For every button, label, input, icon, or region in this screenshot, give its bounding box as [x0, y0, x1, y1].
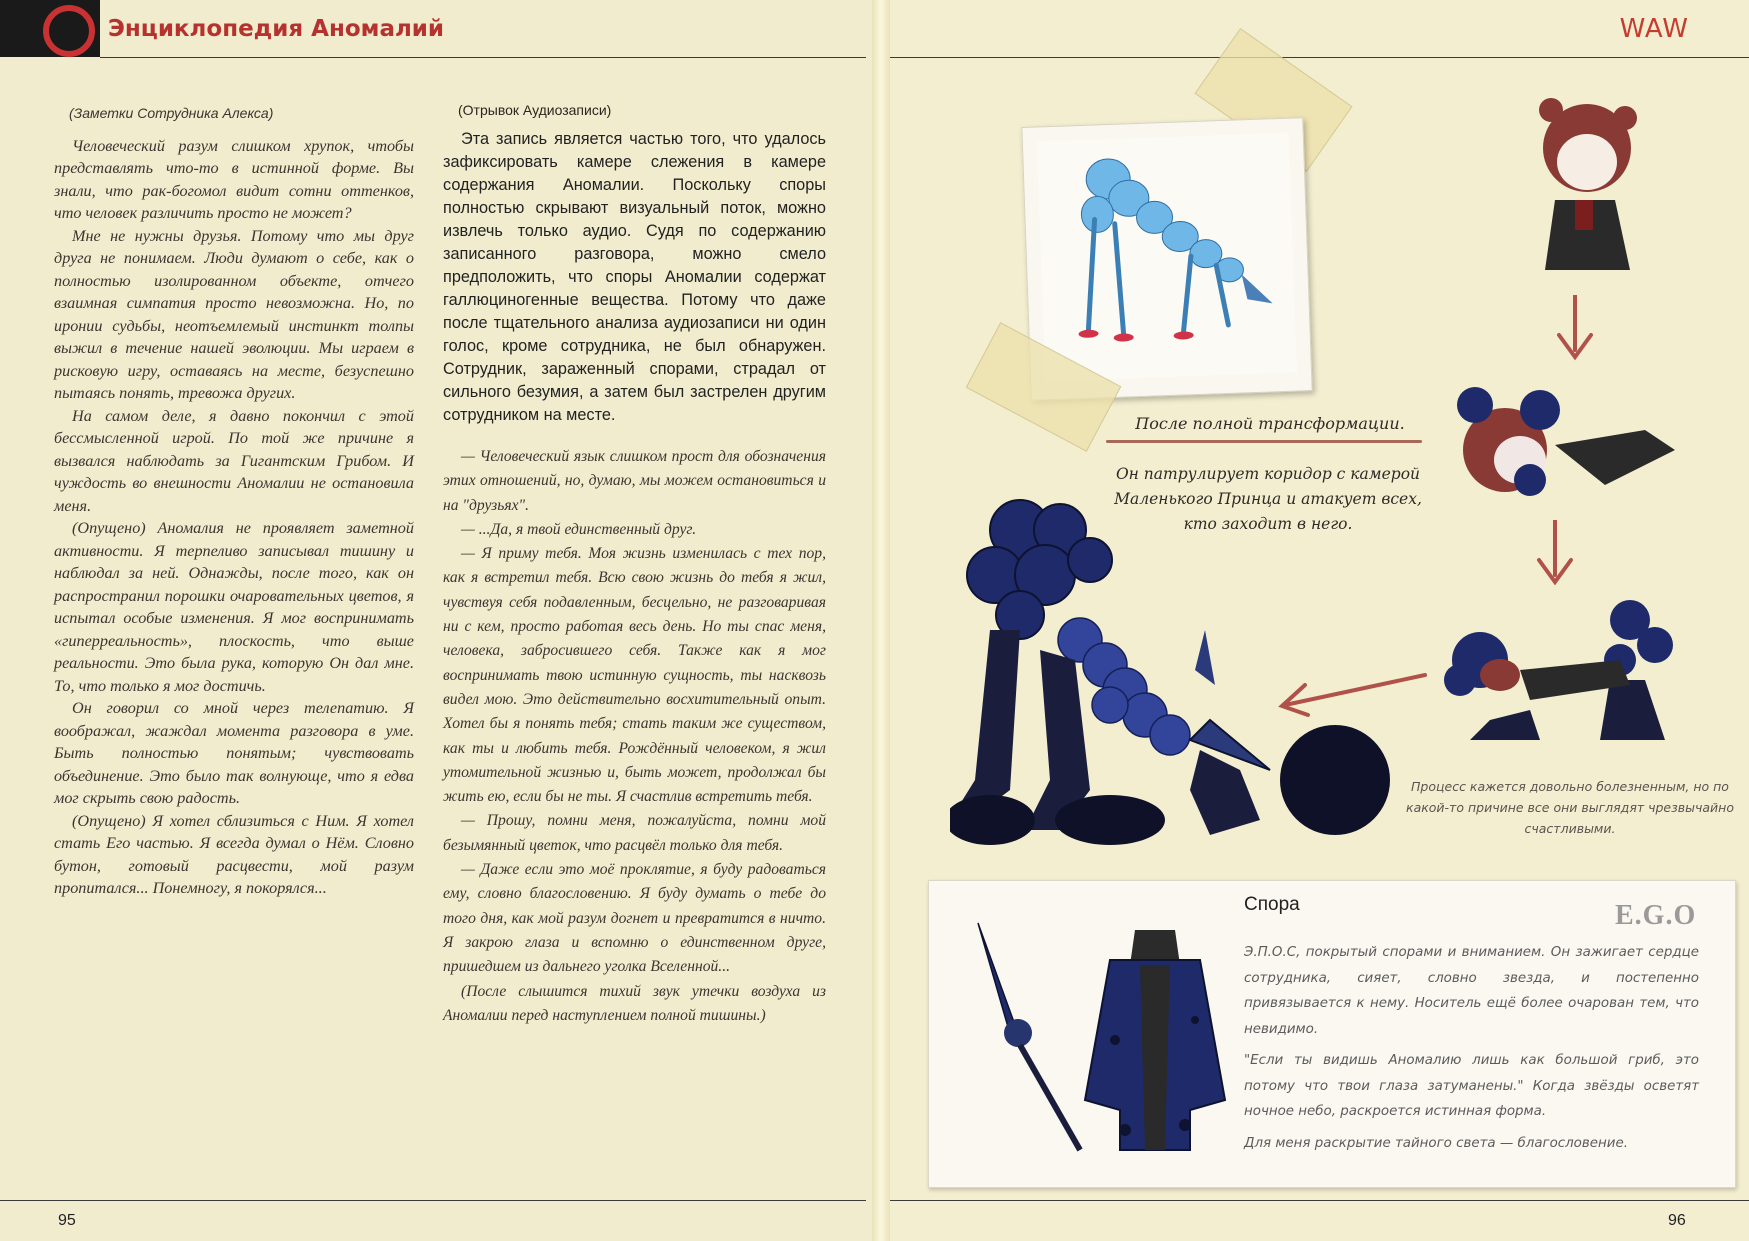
risk-level-mark: WAW	[1619, 14, 1689, 44]
transformation-caption-body: Он патрулирует коридор с камерой Маленького Принца и атакует всех, кто заходит в него.	[1114, 465, 1422, 533]
audio-dialog	[443, 445, 826, 1028]
notes-paragraph: Мне не нужны друзья. Потому что мы друг друга не понимаем. Люди думают о себе, как о полностью изолированном объекте, отчего взаимная симпатия просто невозможна. Но, по иронии судьбы, неотъемлемый инстинкт толпы выжил в течение нашей эволюции. Мы играем в рисковую игру, оставаясь на месте, безуспешно пытаясь понять, тревожа других.	[54, 226, 414, 402]
notes-paragraph: (Опущено) Аномалия не проявляет заметной активности. Я терпеливо записывал тишину и наблюдал за ней. Однажды, после того, как он распространил порошки очаровательных цветов, я испытал особые изменения. Я мог воспринимать «гиперреальность», плоскость, что выше реальности. Это была рука, которую Он дал мне. То, что только я мог достичь.	[54, 519, 414, 695]
dialog-line: — Человеческий язык слишком прост для обозначения этих отношений, но, думаю, мы можем остановиться и на "друзьях".	[443, 448, 826, 514]
employee-figure-3	[1430, 590, 1680, 745]
photo-drawing	[1037, 133, 1297, 382]
audio-column	[443, 102, 826, 1028]
ego-paragraph: Э.П.О.С, покрытый спорами и вниманием. Он зажигает сердце сотрудника, сияет, словно звезда, и постепенно привязывается к нему. Носитель ещё более очарован тем, что невидимо.	[1244, 945, 1699, 1037]
logo-block	[0, 0, 100, 57]
header-rule-right	[890, 57, 1749, 58]
footer-rule-right	[890, 1200, 1749, 1201]
book-gutter	[872, 0, 890, 1241]
notes-paragraph: (Опущено) Я хотел сблизиться с Ним. Я хотел стать Его частью. Я всегда думал о Нём. Словно бутон, готовый расцвести, мой разум пропитался... Понемногу, я покорялся...	[54, 811, 414, 897]
process-caption: Процесс кажется довольно болезненным, но по какой-то причине все они выглядят чрезвычайно счастливыми.	[1406, 779, 1734, 836]
footer-rule-left	[0, 1200, 866, 1201]
page-number-left: 95	[58, 1212, 76, 1229]
employee-figure-2	[1445, 375, 1685, 525]
notes-column	[54, 102, 414, 900]
audio-intro: Эта запись является частью того, что удалось зафиксировать камере слежения в камере содержания Аномалии. Поскольку споры полностью скрывают визуальный поток, можно извлечь только аудио. Судя по содержанию записанного разговора, можно смело предположить, что споры Аномалии содержат галлюциногенные вещества. Потому что даже после тщательного анализа аудиозаписи ни один голос, кроме сотрудника, не был обнаружен. Сотрудник, зараженный спорами, страдал от сильного безумия, а затем был застрелен другим сотрудником на месте.	[443, 130, 826, 424]
ego-paragraph: "Если ты видишь Аномалию лишь как большой гриб, это потому что твои глаза затуманены." Когда звёзды осветят ночное небо, раскроется истинная форма.	[1244, 1053, 1699, 1119]
header-rule-left	[100, 57, 866, 58]
page-number-right: 96	[1668, 1212, 1686, 1229]
notes-paragraph: На самом деле, я давно покончил с этой бессмысленной игрой. По той же причине я вызвался наблюдать за Гигантским Грибом. И чуждость во внешности Аномалии не остановила меня.	[54, 406, 414, 515]
transformation-caption-title: После полной трансформации.	[1135, 414, 1405, 433]
dialog-line: (После слышится тихий звук утечки воздуха из Аномалии перед наступлением полной тишины.)	[443, 982, 826, 1024]
dialog-line: — Прошу, помни меня, пожалуйста, помни мой безымянный цветок, что расцвёл только для тебя.	[443, 812, 826, 854]
dialog-line: — Я приму тебя. Моя жизнь изменилась с тех пор, как я встретил тебя. Всю свою жизнь до тебя я жил, чувствуя себя подавленным, бесцельно, не разговаривая ни с кем, просто работая весь день. Но ты спас меня, человека, забросившего себя. Также как я мог воспринимать твою истинную сущность, ты насквозь видел мою. Это действительно восхитительный опыт. Хотел бы я понять тебя; стать таким же существом, как ты и любить тебя. Рождённый человеком, я жил утомительной жизнью и, быть может, продолжал бы жить ею, если бы не ты. Я счастлив встретить тебя.	[443, 545, 826, 806]
logo-ring-icon	[43, 5, 95, 57]
down-arrow-icon	[1545, 295, 1605, 365]
ego-tag: E.G.O	[1615, 900, 1697, 931]
book-title: Энциклопедия Аномалий	[108, 16, 445, 42]
dialog-line: — Даже если это моё проклятие, я буду радоваться ему, словно благословению. Я буду думать о тебе до того дня, как мой разум догнет и превратится в ничто. Я закрою глаза и вспомню о единственном друге, пришедшем из дальнего уголка Вселенной...	[443, 861, 826, 976]
dialog-line: — ...Да, я твой единственный друг.	[461, 520, 697, 538]
spore-anomaly-figure	[950, 490, 1400, 855]
notes-paragraph: Человеческий разум слишком хрупок, чтобы представлять что-то в истинной форме. Вы знали, что рак-богомол видит сотни оттенков, что человек различить просто не может?	[54, 136, 414, 222]
ego-paragraph: Для меня раскрытие тайного света — благословение.	[1244, 1135, 1628, 1151]
audio-heading: (Отрывок Аудиозаписи)	[458, 102, 612, 118]
down-arrow-icon	[1525, 520, 1585, 590]
caption-underline	[1106, 440, 1422, 443]
ego-description	[1244, 940, 1699, 1162]
notes-heading: (Заметки Сотрудника Алекса)	[69, 105, 274, 121]
employee-figure-1	[1515, 90, 1665, 290]
notes-paragraph: Он говорил со мной через телепатию. Я воображал, жаждал момента разговора в уме. Быть полностью понятым; чувствовать объединение. Это было так волнующе, что я едва мог скрыть свою радость.	[54, 699, 414, 807]
ego-name: Спора	[1244, 894, 1300, 915]
ego-suit-image	[1080, 920, 1230, 1160]
